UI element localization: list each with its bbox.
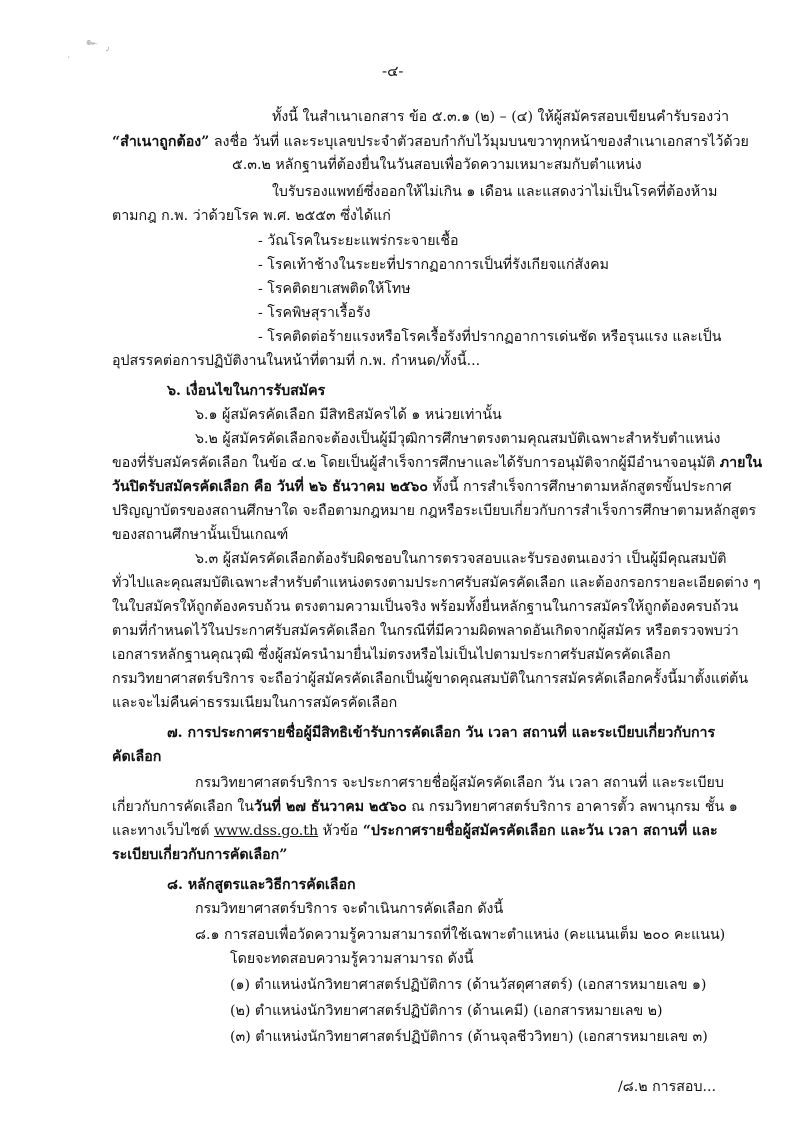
paragraph-line: อุปสรรคต่อการปฏิบัติงานในหน้าที่ตามที่ ก.พ. กำหนด/ทั้งนี้... — [112, 353, 481, 369]
list-item: (๑) ตำแหน่งนักวิทยาศาสตร์ปฏิบัติการ (ด้านวัสดุศาสตร์) (เอกสารหมายเลข ๑) — [230, 977, 707, 993]
emphasis-text: “สำเนาถูกต้อง” — [112, 134, 210, 150]
list-item: (๒) ตำแหน่งนักวิทยาศาสตร์ปฏิบัติการ (ด้านเคมี) (เอกสารหมายเลข ๒) — [230, 1003, 663, 1019]
paragraph-line: ทั่วไปและคุณสมบัติเฉพาะสำหรับตำแหน่งตรงตามประกาศรับสมัครคัดเลือก และต้องกรอกรายละเอียดต่าง ๆ — [112, 575, 761, 591]
list-item: - โรคพิษสุราเรื้อรัง — [258, 305, 371, 321]
paragraph-line: ทั้งนี้ ในสำเนาเอกสาร ข้อ ๕.๓.๑ (๒) – (๔) ให้ผู้สมัครสอบเขียนคำรับรองว่า — [272, 109, 730, 125]
paragraph-line: ในใบสมัครให้ถูกต้องครบถ้วน ตรงตามความเป็นจริง พร้อมทั้งยื่นหลักฐานในการสมัครให้ถูกต้องครบถ้วน — [112, 599, 739, 615]
paragraph-line: ตามกฎ ก.พ. ว่าด้วยโรค พ.ศ. ๒๕๕๓ ซึ่งได้แก่ — [112, 208, 391, 224]
paragraph-line: กรมวิทยาศาสตร์บริการ จะประกาศรายชื่อผู้สมัครคัดเลือก วัน เวลา สถานที่ และระเบียบ — [195, 775, 724, 791]
text-span: ณ กรมวิทยาศาสตร์บริการ อาคารตั้ว ลพานุกรม ชั้น ๑ — [406, 799, 738, 815]
scan-mark: ٫ — [106, 42, 110, 53]
section-heading: คัดเลือก — [112, 749, 162, 765]
list-item: (๓) ตำแหน่งนักวิทยาศาสตร์ปฏิบัติการ (ด้านจุลชีววิทยา) (เอกสารหมายเลข ๓) — [230, 1029, 708, 1045]
list-item: - วัณโรคในระยะแพร่กระจายเชื้อ — [258, 233, 459, 249]
paragraph-line: เอกสารหลักฐานคุณวุฒิ ซึ่งผู้สมัครนำมายื่นไม่ตรงหรือไม่เป็นไปตามประกาศรับสมัครคัดเลือก — [112, 647, 671, 663]
text-span: ลงชื่อ วันที่ และระบุเลขประจำตัวสอบกำกับไว้มุมบนขวาทุกหน้าของสำเนาเอกสารไว้ด้วย — [209, 134, 749, 150]
paragraph-line: ๖.๒ ผู้สมัครคัดเลือกจะต้องเป็นผู้มีวุฒิการศึกษาตรงตามคุณสมบัติเฉพาะสำหรับตำแหน่ง — [195, 431, 721, 447]
paragraph-line — [112, 133, 749, 151]
list-item: - โรคเท้าช้างในระยะที่ปรากฏอาการเป็นที่รังเกียจแก่สังคม — [258, 257, 609, 273]
page-number: -๔- — [382, 62, 404, 80]
section-heading: ๖. เงื่อนไขในการรับสมัคร — [167, 383, 326, 399]
paragraph-line: ของสถานศึกษานั้นเป็นเกณฑ์ — [112, 527, 289, 543]
list-item: - โรคติดต่อร้ายแรงหรือโรคเรื้อรังที่ปรากฏอาการเด่นชัด หรือรุนแรง และเป็น — [258, 329, 722, 345]
paragraph-line: ๖.๓ ผู้สมัครคัดเลือกต้องรับผิดชอบในการตรวจสอบและรับรองตนเองว่า เป็นผู้มีคุณสมบัติ — [195, 551, 727, 567]
paragraph-line: ๖.๑ ผู้สมัครคัดเลือก มีสิทธิสมัครได้ ๑ หน่วยเท่านั้น — [195, 407, 502, 423]
paragraph-line: ๘.๑ การสอบเพื่อวัดความรู้ความสามารถที่ใช้เฉพาะตำแหน่ง (คะแนนเต็ม ๒๐๐ คะแนน) — [195, 927, 726, 943]
paragraph-line — [112, 478, 732, 496]
list-item: - โรคติดยาเสพติดให้โทษ — [258, 281, 411, 297]
section-heading: ๗. การประกาศรายชื่อผู้มีสิทธิเข้ารับการคัดเลือก วัน เวลา สถานที่ และระเบียบเกี่ยวกับการ — [167, 725, 716, 741]
paragraph-line: ใบรับรองแพทย์ซึ่งออกให้ไม่เกิน ๑ เดือน และแสดงว่าไม่เป็นโรคที่ต้องห้าม — [272, 184, 718, 200]
website-link[interactable]: www.dss.go.th — [214, 823, 319, 839]
emphasis-text: “ประกาศรายชื่อผู้สมัครคัดเลือก และวัน เวลา สถานที่ และ — [362, 823, 718, 839]
paragraph-line: ตามที่กำหนดไว้ในประกาศรับสมัครคัดเลือก ในกรณีที่มีความผิดพลาดอันเกิดจากผู้สมัคร หรือตรวจพบว่า — [112, 623, 739, 639]
text-span: หัวข้อ — [318, 823, 363, 839]
text-span: ทั้งนี้ การสำเร็จการศึกษาตามหลักสูตรขั้นประกาศ — [427, 479, 732, 495]
text-span: และทางเว็บไซต์ — [112, 823, 215, 839]
section-heading: ๘. หลักสูตรและวิธีการคัดเลือก — [167, 877, 356, 893]
subsection-heading: ๕.๓.๒ หลักฐานที่ต้องยื่นในวันสอบเพื่อวัดความเหมาะสมกับตำแหน่ง — [232, 157, 642, 173]
paragraph-line: กรมวิทยาศาสตร์บริการ จะดำเนินการคัดเลือก ดังนี้ — [195, 901, 504, 917]
page-continuation: /๘.๒ การสอบ... — [618, 1079, 716, 1095]
emphasis-text: วันที่ ๒๗ ธันวาคม ๒๕๖๐ — [254, 799, 407, 815]
emphasis-text: ภายใน — [719, 455, 763, 471]
paragraph-line — [112, 822, 718, 840]
paragraph-line: ระเบียบเกี่ยวกับการคัดเลือก” — [112, 847, 288, 863]
paragraph-line: กรมวิทยาศาสตร์บริการ จะถือว่าผู้สมัครคัดเลือกเป็นผู้ขาดคุณสมบัติในการสมัครคัดเลือกครั้งนี้มาตั้งแต่ต้น — [112, 671, 749, 687]
text-span: เกี่ยวกับการคัดเลือก ใน — [112, 799, 254, 815]
emphasis-text: วันปิดรับสมัครคัดเลือก คือ วันที่ ๒๖ ธันวาคม ๒๕๖๐ — [112, 479, 428, 495]
scan-mark: ๛ — [86, 37, 98, 48]
paragraph-line — [112, 454, 762, 472]
paragraph-line — [112, 798, 738, 816]
scan-mark: ۰ — [66, 52, 72, 63]
text-span: ของที่รับสมัครคัดเลือก ในข้อ ๔.๒ โดยเป็นผู้สำเร็จการศึกษาและได้รับการอนุมัติจากผู้มีอำนาจอนุมัติ — [112, 455, 720, 471]
paragraph-line: และจะไม่คืนค่าธรรมเนียมในการสมัครคัดเลือก — [112, 695, 398, 711]
paragraph-line: โดยจะทดสอบความรู้ความสามารถ ดังนี้ — [230, 951, 474, 967]
paragraph-line: ปริญญาบัตรของสถานศึกษาใด จะถือตามกฎหมาย กฎหรือระเบียบเกี่ยวกับการสำเร็จการศึกษาตามหลักสูตร — [112, 503, 757, 519]
